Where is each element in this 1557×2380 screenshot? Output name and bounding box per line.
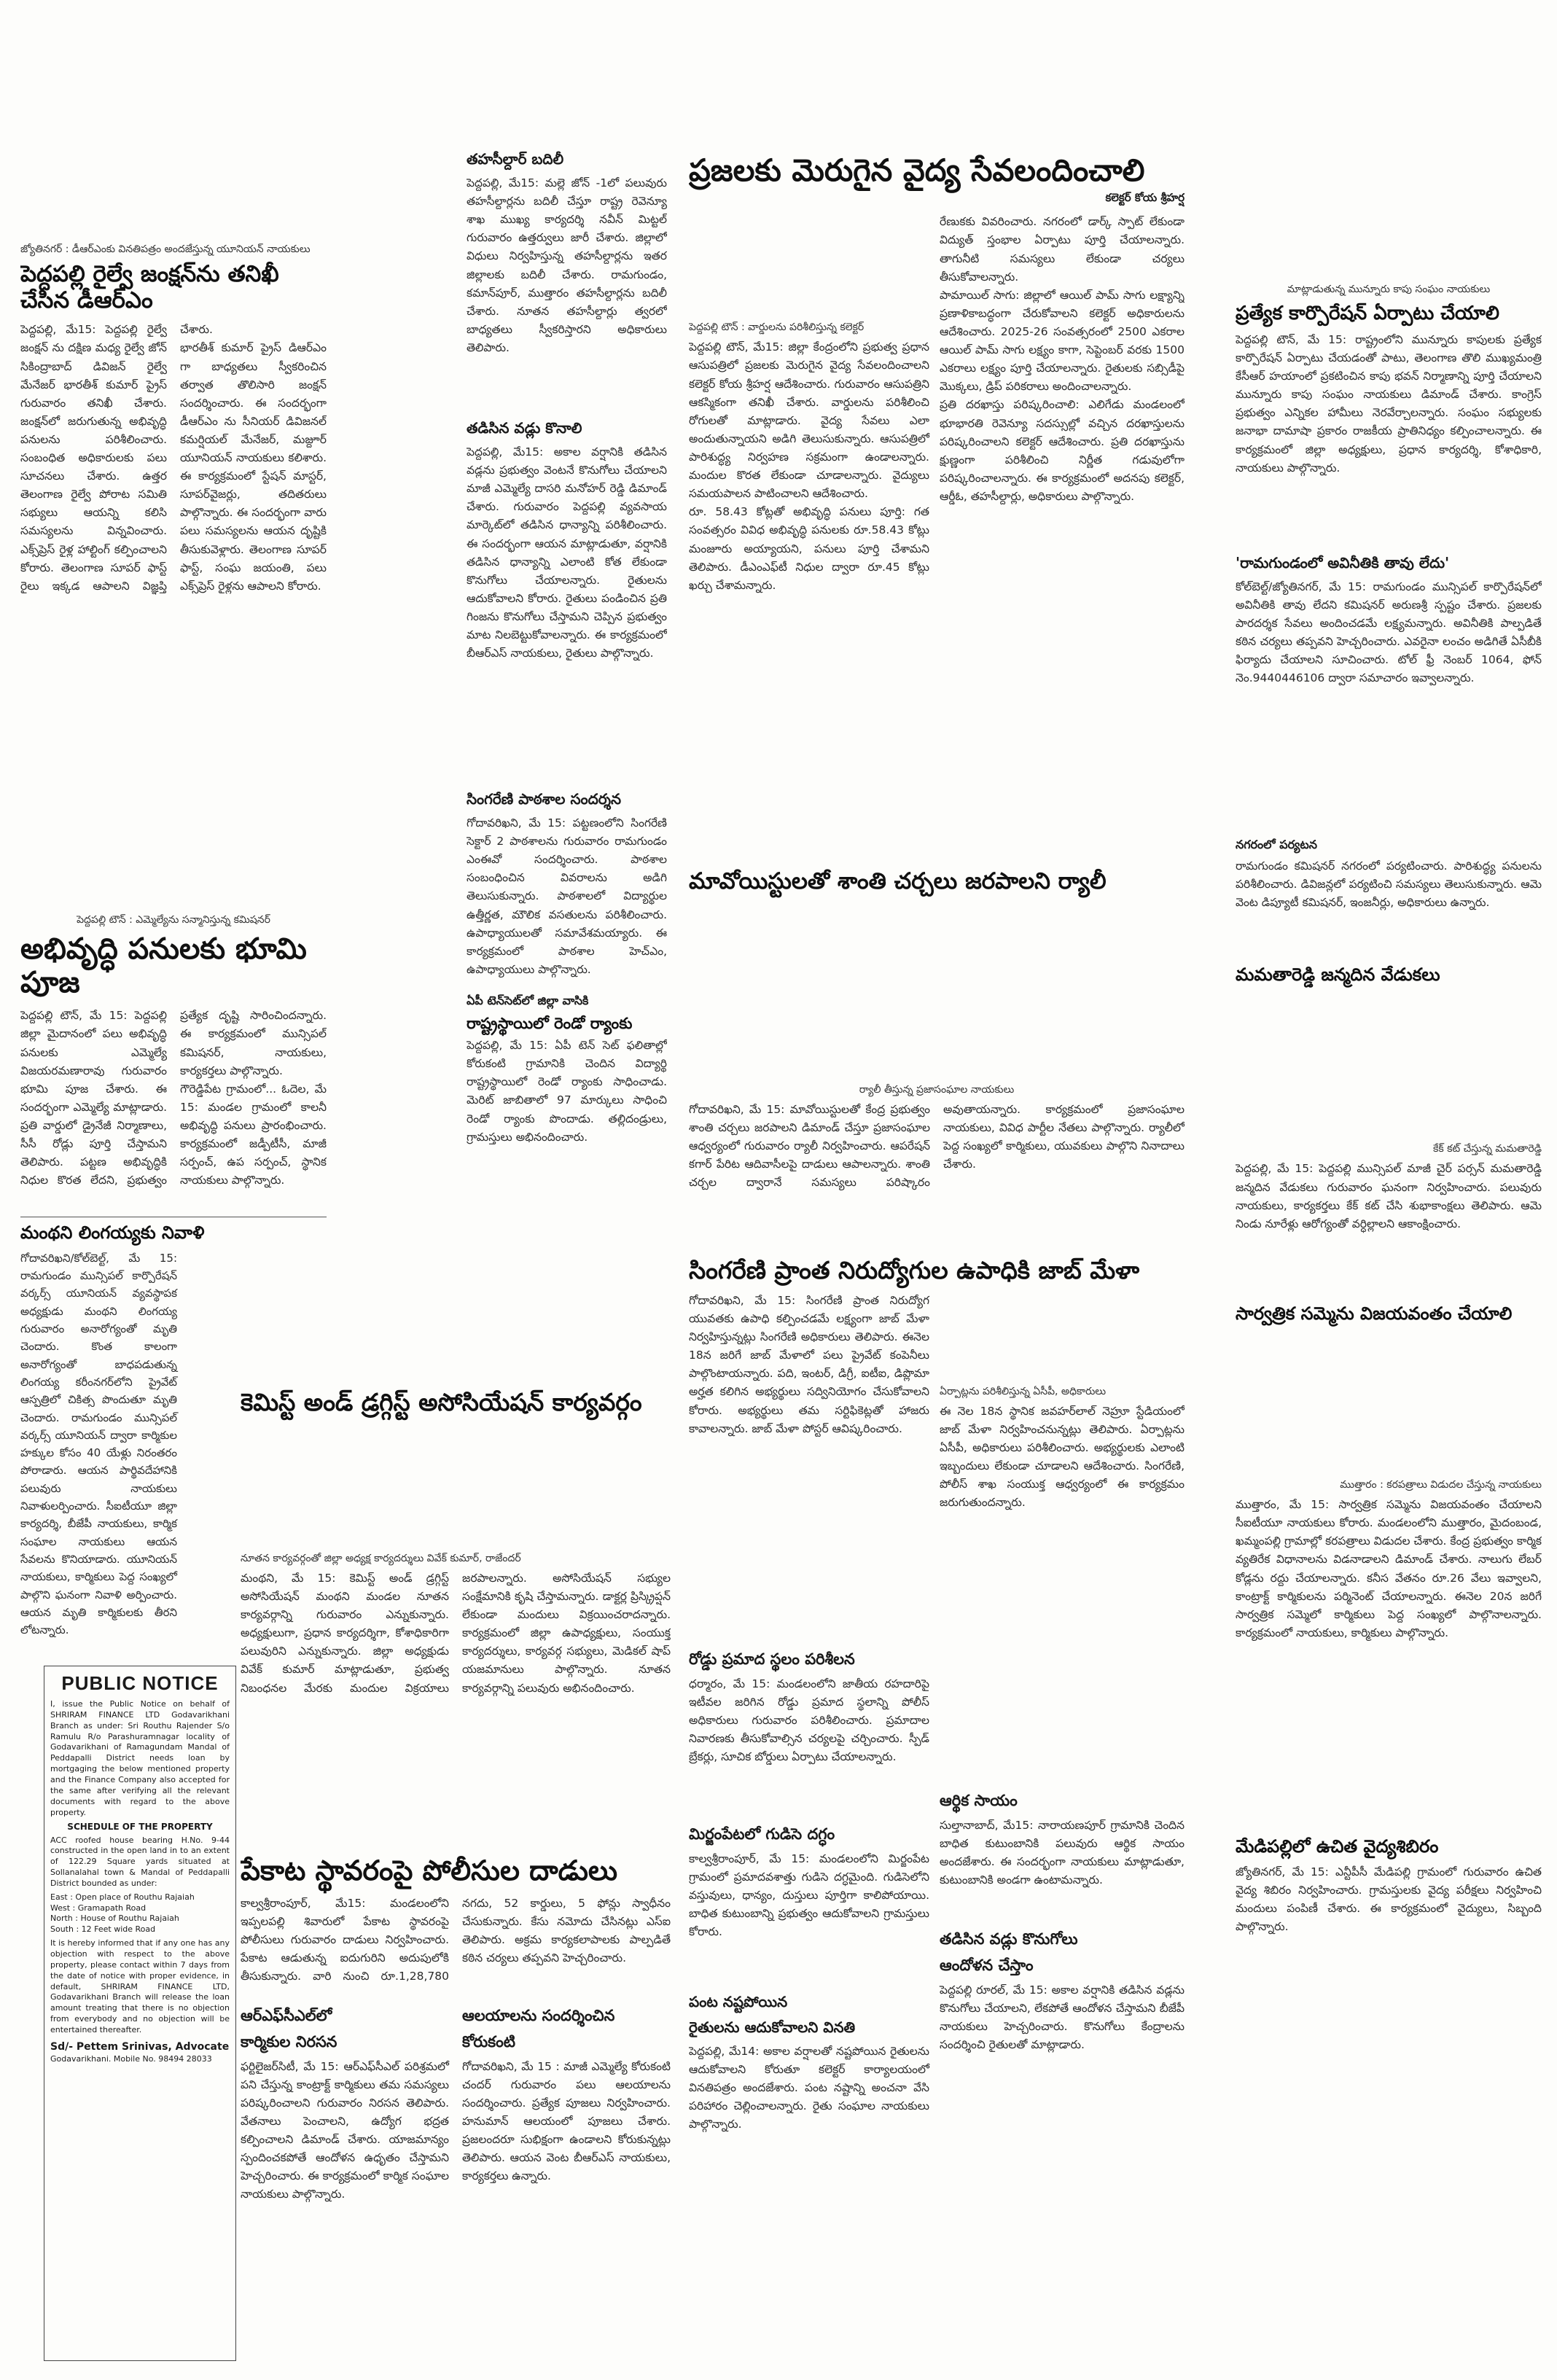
subhead-corruption: 'రామగుండంలో అవినీతికి తావు లేదు' <box>1236 553 1450 571</box>
photo-caption: జ్యోతినగర్ : డీఆర్‌ఎంకు వినతిపత్రం అందజేస్తున్న యూనియన్ నాయకులు <box>20 243 311 255</box>
article-body-birthday: పెద్దపల్లి, మే 15: పెద్దపల్లి మున్సిపల్ మాజీ చైర్ పర్సన్ మమతారెడ్డి జన్మదిన వేడుకలు గురువారం ఘనంగా నిర్వహించారు. పలువురు నాయకులు, కార్యకర్తలు కేక్ కట్ చేసి శుభాకాంక్షలు తెలిపారు. ఆమె నిండు నూరేళ్లు ఆరోగ్యంతో వర్ధిల్లాలని ఆకాంక్షించారు. <box>1236 1162 1542 1230</box>
brief-headline-temples: ఆలయాలను సందర్శించిన <box>462 2006 615 2024</box>
article-body-medical-b: రేణుకకు వివరించారు. నగరంలో డార్క్ స్పాట్ లేకుండా విద్యుత్ స్తంభాల ఏర్పాటు పూర్తి చేయాలన్నారు. తాగునీటి సమస్యలు లేకుండా చర్యలు తీసుకోవాలన్నారు. పామాయిల్ సాగు: జిల్లాలో ఆయిల్ పామ్ సాగు లక్ష్యాన్ని ప్రణాళికాబద్ధంగా చేరుకోవాలని కలెక్టర్ అధికారులను ఆదేశించారు. 2025-26 సంవత్సరంలో 2500 ఎకరాల ఆయిల్ పామ్ సాగు లక్ష్యం కాగా, సెప్టెంబర్ వరకు 1500 ఎకరాలు లక్ష్యం పూర్తి చేయాలన్నారు. రైతులకు సబ్సిడీపై మొక్కలు, డ్రిప్ పరికరాలు అందించాలన్నారు. ప్రతి దరఖాస్తు పరిష్కరించాలి: ఎలిగేడు మండలంలో భూభారతి రెవెన్యూ సదస్సుల్లో వచ్చిన దరఖాస్తులను పరిష్కరించాలని కలెక్టర్ ఆదేశించారు. ప్రతి దరఖాస్తును క్షుణ్ణంగా పరిశీలించి నిర్ణీత గడువులోగా పరిష్కరించాలన్నారు. ఈ కార్యక్రమంలో అదనపు కలెక్టర్, ఆర్డీఓ, తహసీల్దార్లు, అధికారులు పాల్గొన్నారు. <box>940 215 1185 503</box>
brief-headline-crop-b: రైతులను ఆదుకోవాలని వినతి <box>689 2018 856 2036</box>
photo-caption-birthday: కేక్ కట్ చేస్తున్న మమతారెడ్డి <box>1433 1143 1542 1155</box>
brief-body-temples: గోదావరిఖని, మే 15 : మాజీ ఎమ్మెల్యే కోరుకంటి చందర్ గురువారం పలు ఆలయాలను సందర్శించారు. ప్రత్యేక పూజలు నిర్వహించారు. హనుమాన్ ఆలయంలో పూజలు చేశారు. ప్రజలందరూ సుభిక్షంగా ఉండాలని కోరుకున్నట్లు తెలిపారు. ఆయన వెంట బీఆర్ఎస్ నాయకులు, కార్యకర్తలు ఉన్నారు. <box>462 2059 671 2183</box>
photo-placeholder-jobmela <box>940 1292 1185 1383</box>
photo-caption-medical: పెద్దపల్లి టౌన్ : వార్డులను పరిశీలిస్తున్న కలెక్టర్ <box>689 321 865 334</box>
brief-body-2: పెద్దపల్లి, మే15: అకాల వర్షానికి తడిసిన వడ్లను ప్రభుత్వం వెంటనే కొనుగోలు చేయాలని మాజీ ఎమ్మెల్యే దాసరి మనోహర్ రెడ్డి డిమాండ్ చేశారు. గురువారం పెద్దపల్లి వ్యవసాయ మార్కెట్‌లో తడిసిన ధాన్యాన్ని పరిశీలించారు. ఈ సందర్భంగా ఆయన మాట్లాడుతూ, వర్షానికి తడిసిన ధాన్యాన్ని ఎలాంటి కోత లేకుండా కొనుగోలు చేయాలన్నారు. రైతులను ఆదుకోవాలని కోరారు. రైతులు పండించిన ప్రతి గింజను కొనుగోలు చేస్తామని చెప్పిన ప్రభుత్వం మాట నిలబెట్టుకోవాలన్నారు. ఈ కార్యక్రమంలో బీఆర్‌ఎస్ నాయకులు, రైతులు పాల్గొన్నారు. <box>467 445 667 660</box>
article-body-corruption: కోల్‌బెల్ట్/జ్యోతినగర్, మే 15: రామగుండం మున్సిపల్ కార్పొరేషన్‌లో అవినీతికి తావు లేదని కమిషనర్ అరుణశ్రీ స్పష్టం చేశారు. ప్రజలకు పారదర్శక సేవలు అందించడమే లక్ష్యమన్నారు. అవినీతికి పాల్పడితే కఠిన చర్యలు తప్పవని హెచ్చరించారు. ఎవరైనా లంచం అడిగితే ఏసీబీకి ఫిర్యాదు చేయాలని సూచించారు. టోల్ ఫ్రీ నెంబర్ 1064, ఫోన్ నెం.9440446106 ద్వారా సమాచారం ఇవ్వాలన్నారు. <box>1236 580 1542 685</box>
article-headline-rally: మావోయిస్టులతో శాంతి చర్చలు జరపాలని ర్యాలీ <box>689 868 1107 895</box>
photo-placeholder-rally <box>689 902 1185 1081</box>
article-body-jobmela-b: ఈ నెల 18న స్థానిక జవహర్‌లాల్ నెహ్రూ స్టేడియంలో జాబ్ మేళా నిర్వహించనున్నట్లు తెలిపారు. ఏర్పాట్లను ఏసీపీ, అధికారులు పరిశీలించారు. అభ్యర్థులకు ఎలాంటి ఇబ్బందులు లేకుండా చూడాలని ఆదేశించారు. సింగరేణి, పోలీస్ శాఖ సంయుక్త ఆధ్వర్యంలో ఈ కార్యక్రమం జరుగుతుందన్నారు. <box>940 1404 1185 1510</box>
photo-placeholder-strike <box>1236 1330 1542 1476</box>
article-chemist <box>241 1389 671 1854</box>
column-right <box>1236 87 1542 1965</box>
brief-headline-3: సింగరేణి పాఠశాల సందర్శన <box>467 790 621 808</box>
schedule-bounds: East : Open place of Routhu Rajaiah West : Gramapath Road North : House of Routhu Rajaiah South : 12 Feet wide Road <box>50 1892 195 1935</box>
subhead-tour: నగరంలో పర్యటన <box>1236 837 1317 851</box>
notice-intro: I, issue the Public Notice on behalf of SHRIRAM FINANCE LTD Godavarikhani Branch as under: Sri Routhu Rajender S/o Ramulu R/o Parashuramnagar locality of Godavarikhani of Ramagundam Mandal of Peddapalli District needs loan by mortgaging the below mentioned property and the Finance Company also accepted for the same after verifying all the relevant documents with regard to the above property. <box>50 1699 230 1817</box>
article-byline-medical: కలెక్టర్ కోయ శ్రీహర్ష <box>1105 191 1185 205</box>
notice-title: PUBLIC NOTICE <box>61 1672 219 1694</box>
article-body-medcamp: జ్యోతినగర్, మే 15: ఎన్టీపీసీ మేడిపల్లి గ్రామంలో గురువారం ఉచిత వైద్య శిబిరం నిర్వహించారు. గ్రామస్తులకు వైద్య పరీక్షలు నిర్వహించి మందులు పంపిణీ చేశారు. ఈ కార్యక్రమంలో వైద్యులు, సిబ్బంది పాల్గొన్నారు. <box>1236 1865 1542 1933</box>
photo-caption-rally: ర్యాలీ తీస్తున్న ప్రజాసంఘాల నాయకులు <box>859 1083 1015 1096</box>
article-headline-raid: పేకాట స్థావరంపై పోలీసుల దాడులు <box>241 1855 618 1887</box>
column-center-right <box>689 153 1185 2166</box>
article-body-kapu: పెద్దపల్లి టౌన్, మే 15: రాష్ట్రంలోని మున్నూరు కాపులకు ప్రత్యేక కార్పొరేషన్ ఏర్పాటు చేయడంతో పాటు, తెలంగాణ తొలి ముఖ్యమంత్రి కేసీఆర్ హయాంలో ప్రకటించిన కాపు భవన్ నిర్మాణాన్ని పూర్తి చేయాలని మున్నూరు కాపు సంఘం నాయకులు డిమాండ్ చేశారు. కాంగ్రెస్ ప్రభుత్వం ఎన్నికల హామీలు నెరవేర్చాలన్నారు. సంఘం సభ్యులకు జనాభా దామాషా ప్రకారం రాజకీయ ప్రాతినిధ్యం కల్పించాలన్నారు. ఈ కార్యక్రమంలో జిల్లా అధ్యక్షులు, ప్రధాన కార్యదర్శి, కోశాధికారి, నాయకులు పాల్గొన్నారు. <box>1236 332 1542 475</box>
brief-headline-paddy: తడిసిన వడ్లు కొనుగోలు <box>940 1930 1078 1948</box>
brief-body-3: గోదావరిఖని, మే 15: పట్టణంలోని సింగరేణి సెక్టార్ 2 పాఠశాలను గురువారం రామగుండం ఎంఈవో సందర్శించారు. పాఠశాల సంబంధించిన వివరాలను అడిగి తెలుసుకున్నారు. పాఠశాలలో విద్యార్థుల ఉత్తీర్ణత, మౌలిక వసతులను పరిశీలించారు. ఉపాధ్యాయులతో సమావేశమయ్యారు. ఈ కార్యక్రమంలో పాఠశాల హెచ్‌ఎం, ఉపాధ్యాయులు పాల్గొన్నారు. <box>467 816 667 976</box>
brief-body-fire: కాల్వశ్రీరాంపూర్, మే 15: మండలంలోని మిర్జంపేట గ్రామంలో ప్రమాదవశాత్తు గుడిసె దగ్ధమైంది. గుడిసెలోని వస్తువులు, ధాన్యం, దుస్తులు పూర్తిగా కాలిపోయాయి. బాధిత కుటుంబాన్ని ప్రభుత్వం ఆదుకోవాలని గ్రామస్తులు కోరారు. <box>689 1852 929 1939</box>
brief-headline-temples-b: కోరుకంటి <box>462 2032 515 2051</box>
brief-body-crop: పెద్దపల్లి, మే14: అకాల వర్షాలతో నష్టపోయిన రైతులను ఆదుకోవాలని కోరుతూ కలెక్టర్ కార్యాలయంలో వినతిపత్రం అందజేశారు. పంట నష్టాన్ని అంచనా వేసి పరిహారం చెల్లించాలన్నారు. రైతు సంఘాల నాయకులు పాల్గొన్నారు. <box>689 2044 929 2131</box>
photo-placeholder-medical <box>689 213 929 319</box>
article-headline-chemist: కెమిస్ట్ అండ్ డ్రగ్గిస్ట్ అసోసియేషన్ కార్యవర్గం <box>241 1389 642 1416</box>
article-body-2: పెద్దపల్లి టౌన్, మే 15: పెద్దపల్లి జిల్లా మైదానంలో పలు అభివృద్ధి పనులకు ఎమ్మెల్యే విజయరమణారావు గురువారం భూమి పూజ చేశారు. ఈ సందర్భంగా ఎమ్మెల్యే మాట్లాడారు. ప్రతి వార్డులో డ్రైనేజీ నిర్మాణాలు, సీసీ రోడ్లు పూర్తి చేస్తామని తెలిపారు. పట్టణ అభివృద్ధికి నిధుల కొరత లేదని, ప్రభుత్వం ప్రత్యేక దృష్టి సారించిందన్నారు. ఈ కార్యక్రమంలో మున్సిపల్ కమిషనర్, నాయకులు, కార్యకర్తలు పాల్గొన్నారు. గౌరెడ్డిపేట గ్రామంలో... ఓదెల, మే 15: మండల గ్రామంలో కాలనీ అభివృద్ధి పనులు ప్రారంభించారు. కార్యక్రమంలో జడ్పీటీసీ, మాజీ సర్పంచ్, ఉప సర్పంచ్, స్థానిక నాయకులు పాల్గొన్నారు. <box>20 1009 327 1187</box>
brief-body-paddy: పెద్దపల్లి రూరల్, మే 15: అకాల వర్షానికి తడిసిన వడ్లను కొనుగోలు చేయాలని, లేకపోతే ఆందోళన చేస్తామని బీజేపీ నాయకులు హెచ్చరించారు. కొనుగోలు కేంద్రాలను సందర్శించి రైతులతో మాట్లాడారు. <box>940 1983 1185 2052</box>
article-headline-3: మంథని లింగయ్యకు నివాళి <box>20 1222 205 1244</box>
article-headline-jobmela: సింగరేణి ప్రాంత నిరుద్యోగుల ఉపాధికి జాబ్ మేళా <box>689 1255 1140 1284</box>
photo-placeholder-kapu <box>1236 87 1542 281</box>
photo-caption-2: పెద్దపల్లి టౌన్ : ఎమ్మెల్యేను సన్మానిస్తున్న కమిషనర్ <box>77 914 270 926</box>
article-body-jobmela: గోదావరిఖని, మే 15: సింగరేణి ప్రాంత నిరుద్యోగ యువతకు ఉపాధి కల్పించడమే లక్ష్యంగా జాబ్ మేళా నిర్వహిస్తున్నట్లు సింగరేణి అధికారులు తెలిపారు. ఈనెల 18న జరిగే జాబ్ మేళాలో పలు ప్రైవేట్ కంపెనీలు పాల్గొంటాయన్నారు. పది, ఇంటర్, డిగ్రీ, ఐటీఐ, డిప్లొమా అర్హత కలిగిన అభ్యర్థులు సద్వినియోగం చేసుకోవాలని కోరారు. అభ్యర్థులు తమ సర్టిఫికెట్లతో హాజరు కావాలన్నారు. జాబ్ మేళా పోస్టర్ ఆవిష్కరించారు. <box>689 1293 929 1435</box>
brief-body-rfcl: ఫర్టిలైజర్‌సిటీ, మే 15: ఆర్‌ఎఫ్‌సీఎల్ పరిశ్రమలో పని చేస్తున్న కాంట్రాక్ట్ కార్మికులు తమ సమస్యలు పరిష్కరించాలని గురువారం నిరసన తెలిపారు. వేతనాలు పెంచాలని, ఉద్యోగ భద్రత కల్పించాలని డిమాండ్ చేశారు. యాజమాన్యం స్పందించకపోతే ఆందోళన ఉధృతం చేస్తామని హెచ్చరించారు. ఈ కార్యక్రమంలో కార్మిక సంఘాల నాయకులు పాల్గొన్నారు. <box>241 2059 449 2201</box>
brief-headline-paddy-b: ఆందోళన చేస్తాం <box>940 1956 1034 1974</box>
photo-placeholder-birthday <box>1236 991 1542 1140</box>
notice-signature-sub: Godavarikhani. Mobile No. 98494 28033 <box>50 2053 212 2064</box>
article-body-3: గోదావరిఖని/కోల్‌బెల్ట్, మే 15: రామగుండం మున్సిపల్ కార్పొరేషన్ వర్కర్స్ యూనియన్ వ్యవస్థాపక అధ్యక్షుడు మంథని లింగయ్య గురువారం అనారోగ్యంతో మృతి చెందారు. కొంత కాలంగా అనారోగ్యంతో బాధపడుతున్న లింగయ్య కరీంనగర్‌లోని ప్రైవేట్ ఆస్పత్రిలో చికిత్స పొందుతూ మృతి చెందారు. రామగుండం మున్సిపల్ వర్కర్స్ యూనియన్ ద్వారా కార్మికుల హక్కుల కోసం 40 యేళ్లు నిరంతరం పోరాడారు. ఆయన పార్థివదేహానికి పలువురు నాయకులు నివాళులర్పించారు. సీఐటీయూ జిల్లా కార్యదర్శి, బీజేపీ నాయకులు, కార్మిక సంఘాల నాయకులు ఆయన సేవలను కొనియాడారు. యూనియన్ నాయకులు, కార్మికులు పెద్ద సంఖ్యలో పాల్గొని ఘనంగా నివాళి అర్పించారు. ఆయన మృతి కార్మికులకు తీరని లోటన్నారు. <box>20 1251 177 1637</box>
photo-placeholder <box>20 44 327 241</box>
brief-headline-1: తహసీల్దార్ బదిలీ <box>467 150 564 168</box>
notice-closing: It is hereby informed that if any one has any objection with respect to the above property, please contact within 7 days from the date of notice with proper evidence, in default, SHRIRAM FINANCE LTD, Godavarikhani Branch will release the loan amount treating that there is no objection from everybody and no objection will be entertained thereafter. <box>50 1938 230 2034</box>
article-body-raid: కాల్వశ్రీరాంపూర్, మే15: మండలంలోని ఇప్పలపల్లి శివారులో పేకాట స్థావరంపై పోలీసులు గురువారం దాడులు నిర్వహించారు. పేకాట ఆడుతున్న ఐదుగురిని అదుపులోకి తీసుకున్నారు. వారి నుంచి రూ.1,28,780 నగదు, 52 కార్డులు, 5 ఫోన్లు స్వాధీనం చేసుకున్నారు. కేసు నమోదు చేసినట్లు ఎస్ఐ తెలిపారు. అక్రమ కార్యకలాపాలకు పాల్పడితే కఠిన చర్యలు తప్పవని హెచ్చరించారు. <box>241 1896 671 1983</box>
photo-caption-kapu: మాట్లాడుతున్న మున్నూరు కాపు సంఘం నాయకులు <box>1287 284 1491 295</box>
public-notice <box>44 1666 236 2361</box>
brief-body-1: పెద్దపల్లి, మే15: మల్లె జోన్ -1లో పలువురు తహసీల్దార్లను బదిలీ చేస్తూ రాష్ట్ర రెవెన్యూ శాఖ ముఖ్య కార్యదర్శి నవీన్ మిట్టల్ గురువారం ఉత్తర్వులు జారీ చేశారు. జిల్లాలో విధులు నిర్వహిస్తున్న తహసీల్దార్లను ఇతర జిల్లాలకు బదిలీ చేశారు. రామగుండం, కమాన్‌పూర్, ముత్తారం తహసీల్దార్లను బదిలీ చేశారు. నూతన తహసీల్దార్లు త్వరలో బాధ్యతలు స్వీకరిస్తారని అధికారులు తెలిపారు. <box>467 176 667 354</box>
column-center-left <box>467 146 667 1204</box>
brief-headline-accident: రోడ్డు ప్రమాద స్థలం పరిశీలన <box>689 1650 855 1668</box>
article-body-chemist: మంథని, మే 15: కెమిస్ట్ అండ్ డ్రగ్గిస్ట్ అసోసియేషన్ మంథని మండల నూతన కార్యవర్గాన్ని గురువారం ఎన్నుకున్నారు. అధ్యక్షులుగా, ప్రధాన కార్యదర్శిగా, కోశాధికారిగా పలువురిని ఎన్నుకున్నారు. జిల్లా అధ్యక్షుడు వివేక్ కుమార్ మాట్లాడుతూ, ప్రభుత్వ నిబంధనల మేరకు మందుల విక్రయాలు జరపాలన్నారు. అసోసియేషన్ సభ్యుల సంక్షేమానికి కృషి చేస్తామన్నారు. డాక్టర్ల ప్రిస్క్రిప్షన్ లేకుండా మందులు విక్రయించరాదన్నారు. కార్యక్రమంలో జిల్లా ఉపాధ్యక్షులు, సంయుక్త కార్యదర్శులు, కార్యవర్గ సభ్యులు, మెడికల్ షాప్ యజమానులు పాల్గొన్నారు. నూతన కార్యవర్గాన్ని పలువురు అభినందించారు. <box>241 1571 671 1695</box>
brief-body-aid: సుల్తానాబాద్, మే15: నారాయణపూర్ గ్రామానికి చెందిన బాధిత కుటుంబానికి పలువురు ఆర్థిక సాయం అందజేశారు. ఈ సందర్భంగా నాయకులు మాట్లాడుతూ, కుటుంబానికి అండగా ఉంటామన్నారు. <box>940 1818 1185 1887</box>
brief-headline-4: రాష్ట్రస్థాయిలో రెండో ర్యాంకు <box>467 1015 633 1032</box>
article-body-rally: గోదావరిఖని, మే 15: మావోయిస్టులతో కేంద్ర ప్రభుత్వం శాంతి చర్చలు జరపాలని డిమాండ్ చేస్తూ ప్రజాసంఘాల ఆధ్వర్యంలో గురువారం ర్యాలీ నిర్వహించారు. ఆపరేషన్ కగార్ పేరిట ఆదివాసీలపై దాడులు ఆపాలన్నారు. శాంతి చర్చల ద్వారానే సమస్యలు పరిష్కారం అవుతాయన్నారు. కార్యక్రమంలో ప్రజాసంఘాల నాయకులు, వివిధ పార్టీల నేతలు పాల్గొన్నారు. ర్యాలీలో పెద్ద సంఖ్యలో కార్మికులు, యువకులు పాల్గొని నినాదాలు చేశారు. <box>689 1102 1185 1190</box>
article-headline: పెద్దపల్లి రైల్వే జంక్షన్‌ను తనిఖీ చేసిన డీఆర్‌ఎం <box>20 261 279 313</box>
photo-caption-chemist: నూతన కార్యవర్గంతో జిల్లా అధ్యక్ష కార్యదర్శులు వివేక్ కుమార్, రాజేందర్ <box>241 1552 521 1564</box>
brief-headline-2: తడిసిన వడ్లు కొనాలి <box>467 419 582 437</box>
schedule-title: SCHEDULE OF THE PROPERTY <box>67 1822 213 1833</box>
article-body-tour: రామగుండం కమిషనర్ నగరంలో పర్యటించారు. పారిశుద్ధ్య పనులను పరిశీలించారు. డివిజన్లలో పర్యటించి సమస్యలు తెలుసుకున్నారు. ఆమె వెంట డిప్యూటీ కమిషనర్, ఇంజనీర్లు, అధికారులు ఉన్నారు. <box>1236 859 1542 910</box>
brief-headline-rfcl-b: కార్మికుల నిరసన <box>241 2032 337 2051</box>
notice-signature: Sd/- Pettem Srinivas, Advocate <box>50 2040 230 2053</box>
photo-placeholder-chemist <box>241 1422 671 1550</box>
photo-placeholder-2 <box>20 729 327 911</box>
article-body-strike: ముత్తారం, మే 15: సార్వత్రిక సమ్మెను విజయవంతం చేయాలని సీఐటీయూ నాయకులు కోరారు. మండలంలోని ముత్తారం, మైదంబండ, ఖమ్మంపల్లి గ్రామాల్లో కరపత్రాలు విడుదల చేశారు. కేంద్ర ప్రభుత్వం కార్మిక వ్యతిరేక విధానాలను విడనాడాలని డిమాండ్ చేశారు. నాలుగు లేబర్ కోడ్లను రద్దు చేయాలన్నారు. కనీస వేతనం రూ.26 వేలు ఇవ్వాలని, కాంట్రాక్ట్ కార్మికులను పర్మినెంట్ చేయాలన్నారు. ఈనెల 20న జరిగే సార్వత్రిక సమ్మెలో కార్మికులు పెద్ద సంఖ్యలో పాల్గొనాలన్నారు. కార్యక్రమంలో నాయకులు, కార్మికులు పాల్గొన్నారు. <box>1236 1498 1542 1639</box>
brief-body-4: పెద్దపల్లి, మే 15: ఏపీ టెన్ సెట్ ఫలితాల్లో కోరుకంటి గ్రామానికి చెందిన విద్యార్థి రాష్ట్రస్థాయిలో రెండో ర్యాంకు సాధించాడు. మెరిట్ జాబితాలో 97 మార్కులు సాధించి రెండో ర్యాంకు పొందాడు. తల్లిదండ్రులు, గ్రామస్తులు అభినందించారు. <box>467 1039 667 1144</box>
article-headline-medcamp: మేడిపల్లిలో ఉచిత వైద్యశిబిరం <box>1236 1836 1439 1857</box>
brief-body-accident: ధర్మారం, మే 15: మండలంలోని జాతీయ రహదారిపై ఇటీవల జరిగిన రోడ్డు ప్రమాద స్థలాన్ని పోలీస్ అధికారులు గురువారం పరిశీలించారు. ప్రమాదాల నివారణకు తీసుకోవాల్సిన చర్యలపై చర్చించారు. స్పీడ్ బ్రేకర్లు, సూచిక బోర్డులు ఏర్పాటు చేయాలన్నారు. <box>689 1677 929 1764</box>
brief-headline-crop: పంట నష్టపోయిన <box>689 1992 788 2010</box>
article-raid <box>241 1855 671 2306</box>
article-headline-birthday: మమతారెడ్డి జన్మదిన వేడుకలు <box>1236 964 1440 985</box>
brief-headline-4a: ఏపీ టెన్‌సెట్‌లో జిల్లా వాసికి <box>467 994 589 1007</box>
article-headline-medical: ప్రజలకు మెరుగైన వైద్య సేవలందించాలి <box>689 153 1145 188</box>
article-headline-2: అభివృద్ధి పనులకు భూమి పూజ <box>20 932 307 1000</box>
schedule-text: ACC roofed house bearing H.No. 9-44 constructed in the open land in to an extent of 122.29 Square yards situated at Sollanalahal town & Mandal of Peddapalli District bounded as under: <box>50 1835 230 1888</box>
photo-caption-strike: ముత్తారం : కరపత్రాలు విడుదల చేస్తున్న నాయకులు <box>1340 1479 1542 1491</box>
article-headline-strike: సార్వత్రిక సమ్మెను విజయవంతం చేయాలి <box>1236 1303 1513 1324</box>
brief-headline-aid: ఆర్థిక సాయం <box>940 1791 1018 1809</box>
photo-caption-jobmela: ఏర్పాట్లను పరిశీలిస్తున్న ఏసీపీ, అధికారులు <box>940 1385 1107 1397</box>
article-body-medical: పెద్దపల్లి టౌన్, మే15: జిల్లా కేంద్రంలోని ప్రభుత్వ ప్రధాన ఆసుపత్రిలో ప్రజలకు మెరుగైన వైద్య సేవలందించాలని కలెక్టర్ కోయ శ్రీహర్ష ఆదేశించారు. గురువారం ఆసుపత్రిని ఆకస్మికంగా తనిఖీ చేశారు. వార్డులను పరిశీలించి రోగులతో మాట్లాడారు. వైద్య సేవలు ఎలా అందుతున్నాయని అడిగి తెలుసుకున్నారు. ఆసుపత్రిలో పారిశుద్ధ్య నిర్వహణ సక్రమంగా ఉండాలన్నారు. మందుల కొరత లేకుండా చూడాలన్నారు. వైద్యులు సమయపాలన పాటించాలని ఆదేశించారు. రూ. 58.43 కోట్లతో అభివృద్ధి పనులు పూర్తి: గత సంవత్సరం వివిధ అభివృద్ధి పనులకు రూ.58.43 కోట్లు మంజూరు అయ్యాయని, పనులు పూర్తి చేశామని తెలిపారు. డీఎంఎఫ్‌టీ నిధుల ద్వారా రూ.45 కోట్లు ఖర్చు చేశామన్నారు. <box>689 340 929 592</box>
article-headline-kapu: ప్రత్యేక కార్పొరేషన్ ఏర్పాటు చేయాలి <box>1236 303 1499 324</box>
brief-headline-rfcl: ఆర్‌ఎఫ్‌సీఎల్‌లో <box>241 2006 332 2024</box>
article-body: పెద్దపల్లి, మే15: పెద్దపల్లి రైల్వే జంక్షన్ ను దక్షిణ మధ్య రైల్వే జోన్ సికింద్రాబాద్ డివిజన్ రైల్వే మేనేజర్ భారతీశ్ కుమార్ ప్రైస్ గురువారం తనిఖీ చేశారు. జంక్షన్‌లో జరుగుతున్న అభివృద్ధి పనులను పరిశీలించారు. సంబంధిత అధికారులకు పలు సూచనలు చేశారు. ఉత్తర తెలంగాణ రైల్వే పోరాట సమితి సభ్యులు ఆయన్ని కలిసి సమస్యలను విన్నవించారు. ఎక్స్‌ప్రెస్ రైళ్ల హాల్టింగ్ కల్పించాలని కోరారు. తెలంగాణ సూపర్ ఫాస్ట్ రైలు ఇక్కడ ఆపాలని విజ్ఞప్తి చేశారు. భారతీశ్ కుమార్ ప్రైస్ డిఆర్‌ఎం గా బాధ్యతలు స్వీకరించిన తర్వాత తొలిసారి జంక్షన్ సందర్శించారు. ఈ సందర్భంగా డీఆర్‌ఎం ను సీనియర్ డివిజనల్ కమర్షియల్ మేనేజర్, మజ్దూర్ యూనియన్ నాయకులు కలిశారు. ఈ కార్యక్రమంలో స్టేషన్ మాస్టర్, సూపర్‌వైజర్లు, తదితరులు పాల్గొన్నారు. ఈ సందర్భంగా వారు పలు సమస్యలను ఆయన దృష్టికి తీసుకువెళ్లారు. తెలంగాణ సూపర్ ఫాస్ట్, సంఘ జయంతి, పలు ఎక్స్‌ప్రెస్ రైళ్లను ఆపాలని కోరారు. <box>20 323 327 593</box>
brief-headline-fire: మిర్జంపేటలో గుడిసె దగ్ధం <box>689 1825 835 1843</box>
